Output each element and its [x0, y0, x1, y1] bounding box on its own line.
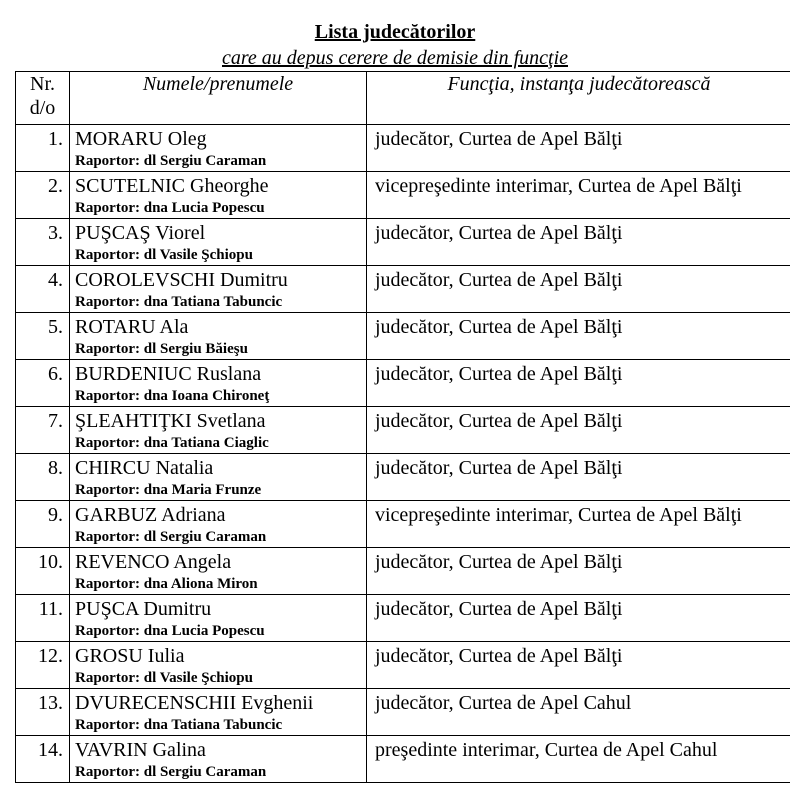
document-subtitle: care au depus cerere de demisie din funcţie: [222, 47, 568, 69]
row-number: 8.: [16, 454, 70, 501]
judge-function: judecător, Curtea de Apel Bălţi: [367, 125, 790, 172]
judge-name: VAVRIN Galina: [75, 739, 206, 761]
row-number: 13.: [16, 689, 70, 736]
judge-function: vicepreşedinte interimar, Curtea de Apel Bălţi: [367, 172, 790, 219]
judge-function: judecător, Curtea de Apel Bălţi: [367, 595, 790, 642]
judge-name: PUŞCA Dumitru: [75, 598, 212, 620]
judge-function: judecător, Curtea de Apel Bălţi: [367, 313, 790, 360]
table-row: [16, 501, 790, 548]
raportor-label: Raportor: dna Tatiana Tabuncic: [75, 294, 283, 310]
raportor-label: Raportor: dna Tatiana Tabuncic: [75, 717, 283, 733]
judge-function: judecător, Curtea de Apel Bălţi: [367, 454, 790, 501]
judge-name: REVENCO Angela: [75, 551, 232, 573]
raportor-label: Raportor: dl Sergiu Caraman: [75, 764, 267, 780]
table-row: [16, 454, 790, 501]
judge-name: COROLEVSCHI Dumitru: [75, 269, 288, 291]
raportor-label: Raportor: dna Tatiana Ciaglic: [75, 435, 269, 451]
header-function: Funcţia, instanţa judecătorească: [367, 72, 790, 125]
table-row: [16, 172, 790, 219]
row-number: 4.: [16, 266, 70, 313]
judge-cell: [70, 642, 367, 689]
row-number: 5.: [16, 313, 70, 360]
table-row: [16, 125, 790, 172]
judge-cell: [70, 736, 367, 783]
judge-function: judecător, Curtea de Apel Bălţi: [367, 219, 790, 266]
judge-cell: [70, 172, 367, 219]
raportor-label: Raportor: dl Sergiu Caraman: [75, 529, 267, 545]
row-number: 3.: [16, 219, 70, 266]
judge-cell: [70, 689, 367, 736]
raportor-label: Raportor: dl Sergiu Caraman: [75, 153, 267, 169]
judge-name: PUŞCAŞ Viorel: [75, 222, 206, 244]
row-number: 6.: [16, 360, 70, 407]
table-row: [16, 407, 790, 454]
judge-function: judecător, Curtea de Apel Cahul: [367, 689, 790, 736]
judge-name: CHIRCU Natalia: [75, 457, 214, 479]
table-row: [16, 736, 790, 783]
judge-cell: [70, 360, 367, 407]
judge-cell: [70, 595, 367, 642]
judge-function: judecător, Curtea de Apel Bălţi: [367, 407, 790, 454]
judge-name: SCUTELNIC Gheorghe: [75, 175, 269, 197]
judge-function: vicepreşedinte interimar, Curtea de Apel Bălţi: [367, 501, 790, 548]
judge-name: DVURECENSCHII Evghenii: [75, 692, 314, 714]
judge-cell: [70, 125, 367, 172]
judge-name: ROTARU Ala: [75, 316, 189, 338]
raportor-label: Raportor: dna Lucia Popescu: [75, 623, 265, 639]
judge-cell: [70, 313, 367, 360]
raportor-label: Raportor: dna Ioana Chironeţ: [75, 388, 270, 404]
judge-function: judecător, Curtea de Apel Bălţi: [367, 642, 790, 689]
judge-name: ŞLEAHTIŢKI Svetlana: [75, 410, 266, 432]
raportor-label: Raportor: dl Sergiu Băieşu: [75, 341, 248, 357]
judge-cell: [70, 219, 367, 266]
table-row: [16, 642, 790, 689]
row-number: 2.: [16, 172, 70, 219]
judge-cell: [70, 266, 367, 313]
judge-function: judecător, Curtea de Apel Bălţi: [367, 360, 790, 407]
raportor-label: Raportor: dna Aliona Miron: [75, 576, 258, 592]
table-row: [16, 595, 790, 642]
judge-name: GROSU Iulia: [75, 645, 185, 667]
raportor-label: Raportor: dna Maria Frunze: [75, 482, 262, 498]
row-number: 10.: [16, 548, 70, 595]
judge-cell: [70, 407, 367, 454]
row-number: 7.: [16, 407, 70, 454]
header-nr: Nr. d/o: [16, 72, 70, 125]
judges-table: [15, 71, 790, 783]
table-row: [16, 689, 790, 736]
table-header-row: [16, 72, 790, 125]
judge-name: GARBUZ Adriana: [75, 504, 226, 526]
row-number: 12.: [16, 642, 70, 689]
header-name: Numele/prenumele: [70, 72, 367, 125]
row-number: 14.: [16, 736, 70, 783]
table-row: [16, 548, 790, 595]
row-number: 9.: [16, 501, 70, 548]
judge-function: judecător, Curtea de Apel Bălţi: [367, 548, 790, 595]
judge-cell: [70, 548, 367, 595]
raportor-label: Raportor: dl Vasile Şchiopu: [75, 670, 253, 686]
table-row: [16, 313, 790, 360]
row-number: 1.: [16, 125, 70, 172]
judge-name: MORARU Oleg: [75, 128, 207, 150]
table-row: [16, 219, 790, 266]
raportor-label: Raportor: dna Lucia Popescu: [75, 200, 265, 216]
document-title: Lista judecătorilor: [314, 21, 476, 43]
table-row: [16, 266, 790, 313]
raportor-label: Raportor: dl Vasile Şchiopu: [75, 247, 253, 263]
judge-name: BURDENIUC Ruslana: [75, 363, 262, 385]
judge-function: judecător, Curtea de Apel Bălţi: [367, 266, 790, 313]
table-body: [16, 125, 790, 783]
row-number: 11.: [16, 595, 70, 642]
table-row: [16, 360, 790, 407]
judge-function: preşedinte interimar, Curtea de Apel Cahul: [367, 736, 790, 783]
judge-cell: [70, 501, 367, 548]
judge-cell: [70, 454, 367, 501]
